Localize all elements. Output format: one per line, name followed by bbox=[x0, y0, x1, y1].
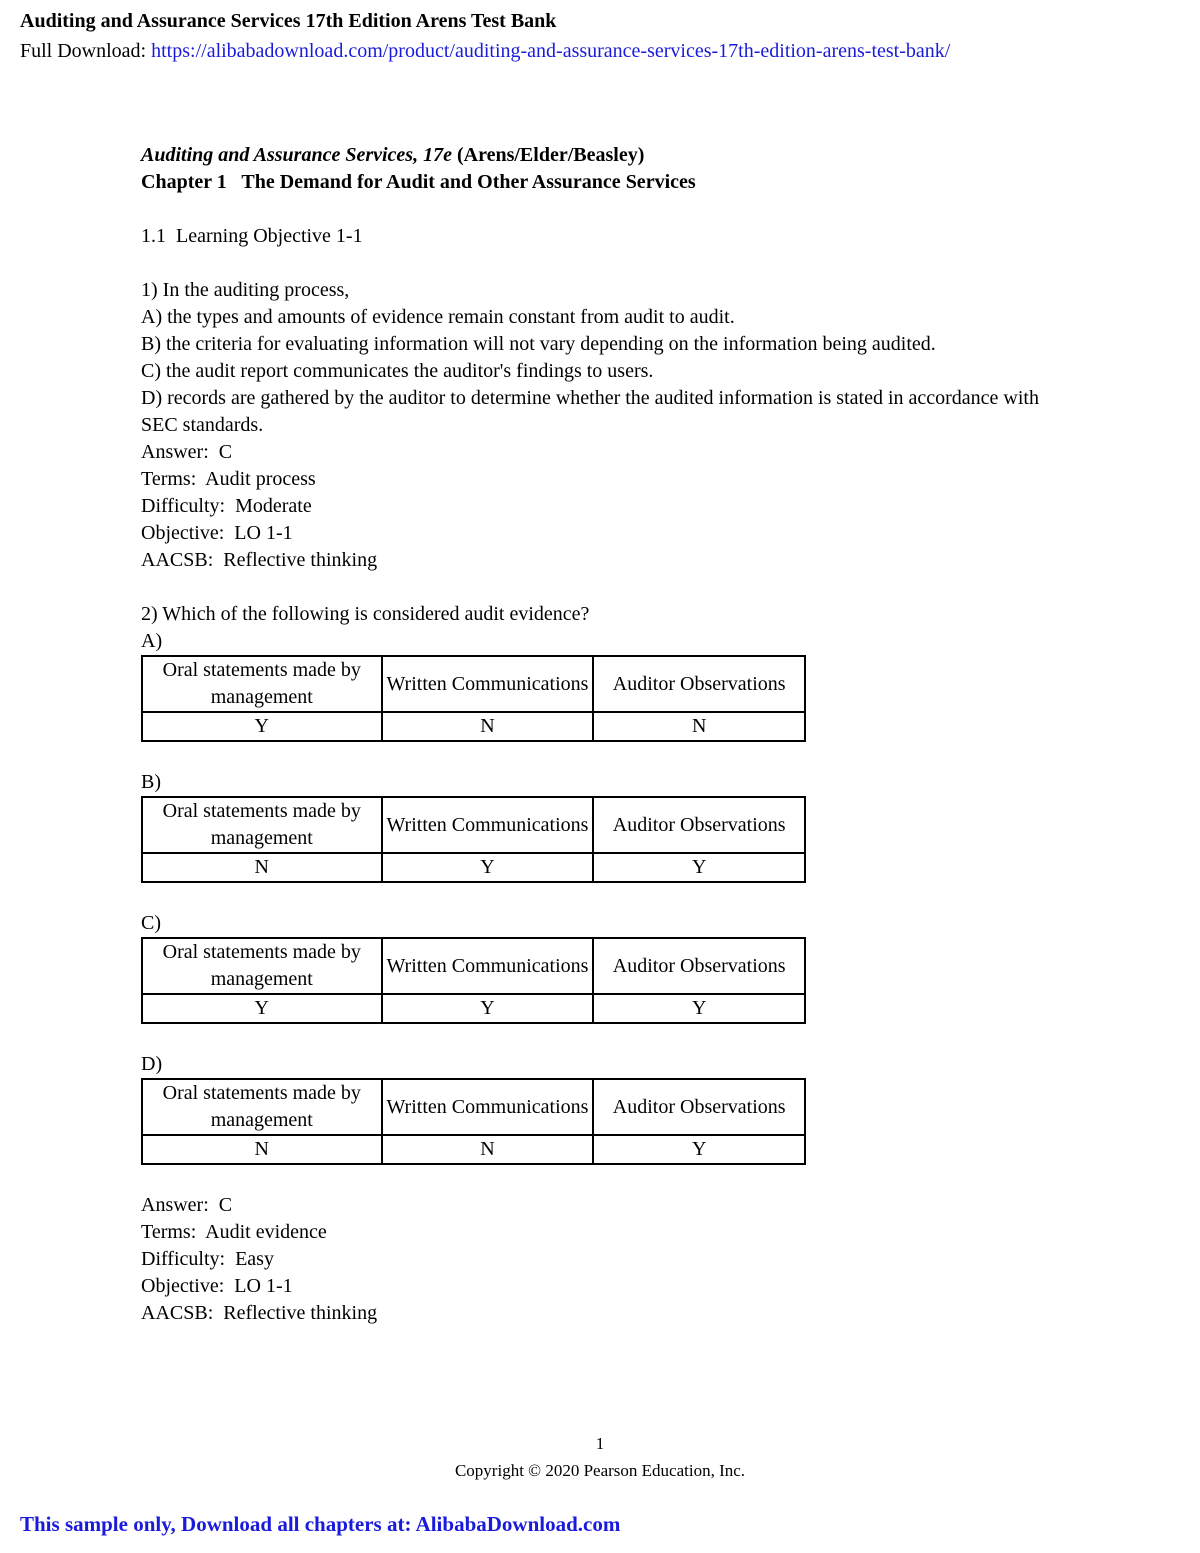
header-oral-statements: Oral statements made by management bbox=[142, 797, 382, 853]
header-auditor-observations: Auditor Observations bbox=[593, 656, 805, 712]
q2-terms: Terms: Audit evidence bbox=[141, 1221, 327, 1243]
q2-objective: Objective: LO 1-1 bbox=[141, 1275, 293, 1297]
value-observations: Y bbox=[593, 853, 805, 882]
value-written: N bbox=[382, 712, 594, 741]
page-content bbox=[141, 142, 1061, 1327]
q2-answer: Answer: C bbox=[141, 1194, 233, 1216]
q2-option-label-a: A) bbox=[141, 630, 163, 652]
header-auditor-observations: Auditor Observations bbox=[593, 797, 805, 853]
q1-difficulty: Difficulty: Moderate bbox=[141, 495, 312, 517]
header-oral-statements: Oral statements made by management bbox=[142, 656, 382, 712]
section-heading: 1.1 Learning Objective 1-1 bbox=[141, 225, 363, 247]
q2-option-table-d bbox=[141, 1078, 806, 1165]
q2-option-table-a bbox=[141, 655, 806, 742]
header-written-communications: Written Communications bbox=[382, 797, 594, 853]
header-written-communications: Written Communications bbox=[382, 1079, 594, 1135]
q1-option-a: A) the types and amounts of evidence remain constant from audit to audit. bbox=[141, 306, 735, 328]
page-number: 1 bbox=[595, 1434, 605, 1453]
download-promo-link[interactable]: This sample only, Download all chapters at: AlibabaDownload.com bbox=[20, 1512, 621, 1536]
q2-stem: 2) Which of the following is considered audit evidence? bbox=[141, 603, 590, 625]
header-auditor-observations: Auditor Observations bbox=[593, 938, 805, 994]
value-written: Y bbox=[382, 853, 594, 882]
q2-option-label-c: C) bbox=[141, 912, 161, 934]
q2-aacsb: AACSB: Reflective thinking bbox=[141, 1302, 378, 1324]
header-auditor-observations: Auditor Observations bbox=[593, 1079, 805, 1135]
header-written-communications: Written Communications bbox=[382, 938, 594, 994]
value-written: Y bbox=[382, 994, 594, 1023]
value-oral: N bbox=[142, 1135, 382, 1164]
q2-option-label-b: B) bbox=[141, 771, 161, 793]
value-oral: Y bbox=[142, 994, 382, 1023]
q1-answer: Answer: C bbox=[141, 441, 233, 463]
q1-option-b: B) the criteria for evaluating information will not vary depending on the information being audited. bbox=[141, 333, 936, 355]
q1-aacsb: AACSB: Reflective thinking bbox=[141, 549, 378, 571]
q2-option-table-b bbox=[141, 796, 806, 883]
q1-option-c: C) the audit report communicates the auditor's findings to users. bbox=[141, 360, 654, 382]
value-observations: Y bbox=[593, 1135, 805, 1164]
q1-objective: Objective: LO 1-1 bbox=[141, 522, 293, 544]
download-link[interactable]: https://alibabadownload.com/product/auditing-and-assurance-services-17th-edition-arens-test-bank/ bbox=[151, 40, 951, 62]
download-label: Full Download: bbox=[20, 40, 152, 62]
q1-option-d: D) records are gathered by the auditor to determine whether the audited information is stated in accordance with SEC standards. bbox=[141, 387, 1039, 436]
header-oral-statements: Oral statements made by management bbox=[142, 938, 382, 994]
header-oral-statements: Oral statements made by management bbox=[142, 1079, 382, 1135]
document-title: Auditing and Assurance Services 17th Edition Arens Test Bank bbox=[20, 10, 557, 32]
value-observations: Y bbox=[593, 994, 805, 1023]
download-line bbox=[20, 40, 950, 63]
q1-stem: 1) In the auditing process, bbox=[141, 279, 350, 301]
q2-difficulty: Difficulty: Easy bbox=[141, 1248, 274, 1270]
value-written: N bbox=[382, 1135, 594, 1164]
value-oral: Y bbox=[142, 712, 382, 741]
copyright-notice: Copyright © 2020 Pearson Education, Inc. bbox=[454, 1461, 746, 1480]
book-authors: (Arens/Elder/Beasley) bbox=[451, 144, 645, 166]
header-written-communications: Written Communications bbox=[382, 656, 594, 712]
q2-option-label-d: D) bbox=[141, 1053, 163, 1075]
q1-terms: Terms: Audit process bbox=[141, 468, 316, 490]
q2-option-table-c bbox=[141, 937, 806, 1024]
book-title-italic: Auditing and Assurance Services, 17e bbox=[141, 144, 452, 166]
value-oral: N bbox=[142, 853, 382, 882]
chapter-heading: Chapter 1 The Demand for Audit and Other Assurance Services bbox=[141, 171, 696, 193]
book-title bbox=[141, 142, 1061, 169]
value-observations: N bbox=[593, 712, 805, 741]
